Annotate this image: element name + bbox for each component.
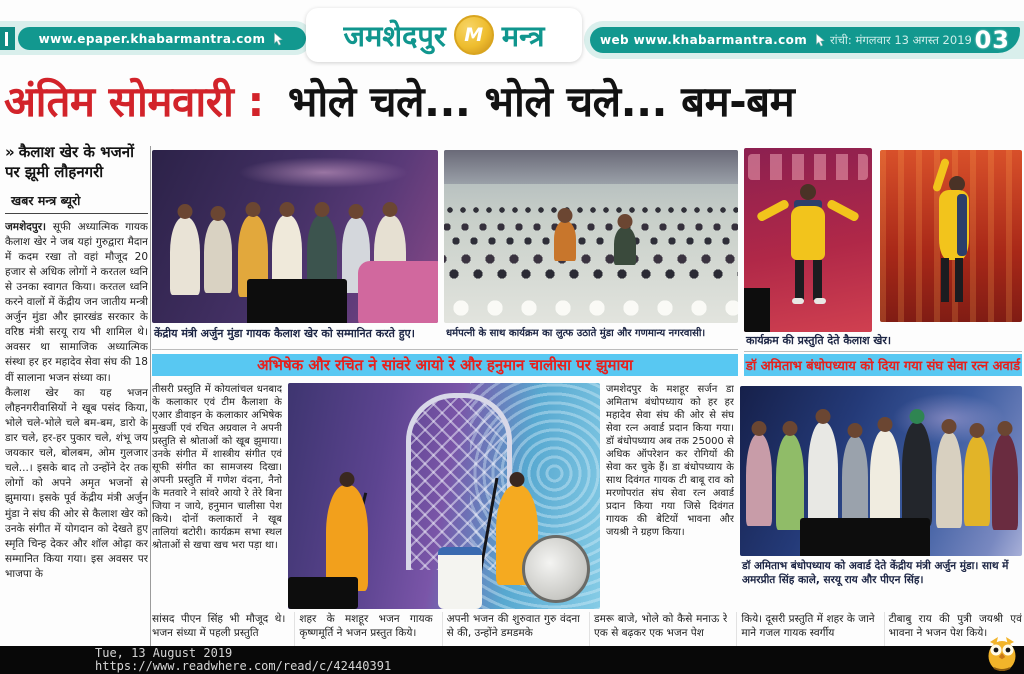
person-figure [554, 221, 576, 261]
photo-caption: धर्मपत्नी के साथ कार्यक्रम का लुत्फ उठाते मुंडा और गणमान्य नगरवासी। [446, 328, 706, 339]
turbaned-person-figure [902, 422, 932, 526]
hall-backdrop-decor [444, 150, 738, 184]
caption-rule [744, 351, 1022, 352]
continuation-col-2: शहर के मशहूर भजन गायक कृष्णमूर्ति ने भजन प्रस्तुत किये। [294, 612, 432, 654]
masthead-logo [306, 8, 582, 62]
person-figure [204, 219, 232, 293]
photo-award-ceremony [740, 386, 1022, 556]
person-figure [808, 422, 838, 526]
paper-name-title: मन्त्र [501, 18, 545, 53]
section-right-body: जमशेदपुर के मशहूर सर्जन डा अमिताभ बंधोपध्याय को हर हर महादेव सेवा संघ की ओर से संघ सेवा रत्न अवार्ड प्रदान किया गया। डॉ बंधोपध्याय अब तक 25000 से अधिक ऑपरेशन कर रोगियों की सेवा कर चुके हैं। डा बंधोपध्याय के साथ दिवंगत गायक टी बाबू राव को मरणोपरांत संघ सेवा रत्न अवार्ड प्रदान किया गया जिसे दिवंगत गायक की बेटियों भावना और जयश्री ने ग्रहण किया। [606, 384, 734, 538]
leg-decor [795, 260, 804, 300]
photo-kailash-kher-singing [880, 150, 1022, 322]
lead-story-column [5, 142, 148, 644]
shoe-decor [792, 298, 804, 304]
leg-decor [955, 258, 963, 302]
section-left-body: तीसरी प्रस्तुति में कोयलांचल धनबाद के कलाकार एवं टीम कैलाशा के एआर डीवाइन के कलाकार अभिषेक मुखर्जी एवं रचित अग्रवाल ने अपनी प्रस्तुति से श्रोताओं को खूब झुमाया। उनके संगीत में शास्त्रीय संगीत एवं सूफी संगीत का सामजस्य दिखा। अपनी प्रस्तुति में गणेश वंदना, नैनो के मतवारे ने सांवरे आयो रे तेरे बिना जिया न जाये, हनुमान चालीसा पेश किये। दोनों कलाकारों ने खूब तालियां बटोरी। कार्यक्रम सभा स्थल श्रोताओं से खचा खच भरा पड़ा था। [152, 384, 282, 551]
speaker-box [800, 518, 930, 556]
paper-monogram-icon: M [454, 15, 494, 55]
viewer-status-bar [0, 646, 1024, 674]
headline-rest: भोले चले... भोले चले... बम-बम [287, 77, 795, 126]
page-number: 03 [974, 26, 1010, 54]
speaker-box [247, 279, 347, 323]
column-divider [150, 146, 151, 646]
continuation-col-1: सांसद पीएन सिंह भी मौजूद थे। भजन संध्या में पहली प्रस्तुति [152, 613, 286, 640]
epaper-url-ribbon [18, 27, 306, 50]
byline: खबर मन्त्र ब्यूरो [11, 192, 81, 208]
performer-head-decor [800, 184, 816, 200]
kicker-text: कैलाश खेर के भजनों पर झूमी लौहनगरी [5, 143, 134, 182]
fragment-glyph-decor [5, 32, 8, 46]
arm-decor [826, 199, 860, 223]
viewer-url-link[interactable]: https://www.readwhere.com/read/c/42440391 [95, 659, 392, 673]
photo-caption: डॉ अमिताभ बंधोपध्याय को अवार्ड देते केंद्रीय मंत्री अर्जुन मुंडा। साथ में अमरप्रीत सिंह काले, सरयू राय और पीएन सिंह। [742, 560, 1009, 586]
continuation-col-4: डमरू बाजे, भोले को कैसे मनाऊ रे एक से बढ़कर एक भजन पेश [589, 612, 727, 654]
photo-felicitation-stage [152, 150, 438, 323]
person-figure [936, 432, 962, 528]
photo-kailash-kher-performing [744, 148, 872, 332]
byline-rule [5, 213, 148, 214]
drum-decor [522, 535, 590, 603]
continuation-col-3: अपनी भजन की शुरुवात गुरु वंदना से की, उन्होंने डमडमके [442, 612, 580, 654]
photo-caption: केंद्रीय मंत्री अर्जुन मुंडा गायक कैलाश खेर को सम्मानित करते हुए। [154, 327, 415, 340]
raised-arm-decor [932, 158, 950, 193]
person-figure [170, 217, 200, 295]
story-kicker [5, 142, 148, 183]
stage-lights-decor [238, 157, 410, 188]
person-figure [870, 430, 900, 530]
leg-decor [813, 260, 822, 300]
kurta-decor [791, 206, 825, 260]
hand-cursor-icon [271, 32, 285, 46]
shoe-decor [814, 298, 826, 304]
section-headline-left: अभिषेक और रचित ने सांवरे आयो रे और हनुमान चालीसा पर झुमाया [152, 354, 738, 376]
person-figure [842, 436, 868, 528]
speaker-box [288, 577, 358, 609]
web-url-ribbon [590, 27, 1020, 53]
table-drape-decor [358, 261, 438, 323]
continuation-col-5: किये। दूसरी प्रस्तुति में शहर के जाने माने गजल गायक स्वर्गीय [736, 612, 874, 654]
person-figure [614, 227, 636, 265]
main-headline [4, 72, 1022, 134]
dateline: जमशेदपुर। [5, 220, 47, 233]
web-url-text: web www.khabarmantra.com [600, 33, 808, 47]
viewer-date: Tue, 13 August 2019 [95, 646, 233, 660]
paper-city-title: जमशेदपुर [343, 18, 446, 53]
stage-banner-decor [748, 154, 868, 180]
story-paragraph-1: सूफी अध्यात्मिक गायक कैलाश खेर ने जब यहां गुरुद्वारा मैदान में कदम रखा तो वहां मौजूद 20 हजार से अधिक लोगों ने करतल ध्वनि से उनका स्वागत किया। करतल ध्वनि करने वालों में केंद्रीय जन जातीय मन्त्री अर्जुन मुंडा और झारखंड सरकार के वरिष्ठ मंत्री सरयू राय भी शामिल थे। अवसर था सामाजिक अध्यात्मिक संस्था हर हर महादेव सेवा संघ की 18 वीं सालाना भजन संध्या का। [5, 220, 148, 384]
headline-lead: अंतिम सोमवारी : [4, 77, 264, 126]
kicker-marker: » [5, 143, 15, 161]
photo-abhishek-rachit-duo [288, 383, 600, 609]
epaper-url-text: www.epaper.khabarmantra.com [38, 31, 266, 46]
edition-date: रांची: मंगलवार 13 अगस्त 2019 [829, 32, 972, 47]
person-figure [992, 434, 1018, 530]
photo-caption: कार्यक्रम की प्रस्तुति देते कैलाश खेर। [746, 334, 892, 347]
photo-audience-crowd [444, 150, 738, 323]
story-body [5, 220, 148, 583]
cropped-masthead-fragment [0, 27, 15, 50]
leg-decor [941, 258, 949, 302]
section-headline-right: डॉ अमिताभ बंधोपध्याय को दिया गया संघ सेवा रत्न अवार्ड [744, 354, 1022, 376]
continuation-col-6: टीबाबु राय की पुत्री जयश्री एवं भावना ने भजन पेश किये। [884, 612, 1022, 654]
caption-rule [152, 349, 738, 350]
person-figure [746, 434, 772, 526]
hand-cursor-icon [813, 33, 827, 47]
person-figure [776, 434, 804, 530]
arm-decor [756, 199, 790, 223]
singer-figure [326, 485, 368, 591]
readwhere-owl-icon[interactable] [984, 630, 1020, 672]
chair-decor [438, 547, 482, 609]
speaker-box [744, 288, 770, 332]
person-figure [964, 436, 990, 526]
story-paragraph-2: कैलाश खेर का यह भजन लौहनगरीवासियों ने खूब पसंद किया, भोले चले-भोले चले बम-बम, डारो के डार चले, हर-हर पुकार चले, शंभू जय जयकार चले, बोलबम, ओम गुलजार चले...। इसके बाद तो उन्होंने देर तक लोगों को अपने अमृत भजनों से झुमाया। इसके पूर्व केंद्रीय मंत्री अर्जुन मुंडा ने संघ की ओर से कैलाश खेर को उनके संगीत में योगदान को देखते हुए स्मृति चिन्ह देकर और शॉल ओढ़ा कर सम्मानित किया गया। इस अवसर पर भाजपा के [5, 386, 148, 581]
scarf-decor [957, 194, 967, 256]
